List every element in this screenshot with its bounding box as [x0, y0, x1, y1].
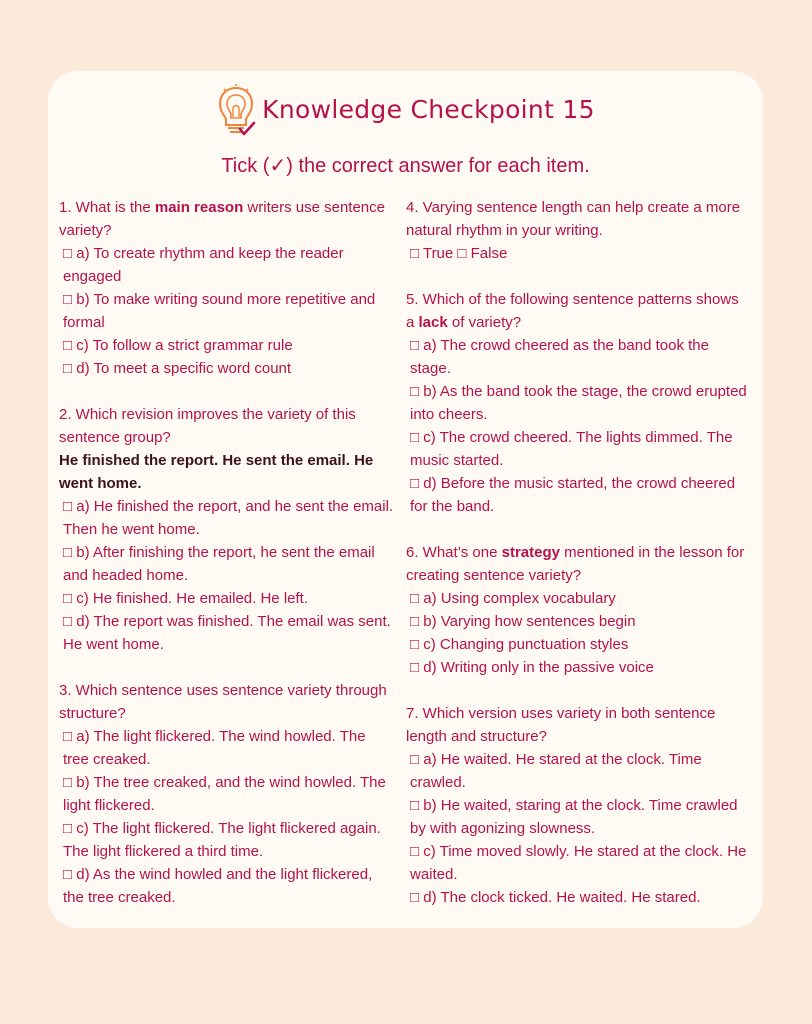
question-2-prompt: 2. Which revision improves the variety of this sentence group?	[59, 406, 356, 446]
answer-option[interactable]: □ c) Changing punctuation styles	[410, 636, 629, 653]
worksheet-card	[48, 71, 763, 928]
question-2	[59, 403, 394, 656]
answer-option[interactable]: □ b) As the band took the stage, the crowd erupted into cheers.	[410, 383, 747, 423]
question-5-prompt-text: 5. Which of the following sentence patterns shows a	[406, 291, 739, 331]
answer-option[interactable]: □ d) Before the music started, the crowd cheered for the band.	[410, 475, 736, 515]
question-6-prompt-text: 6. What’s one	[406, 544, 502, 561]
right-column	[406, 196, 751, 909]
question-1-keyword: main reason	[154, 199, 244, 216]
left-column	[59, 196, 394, 909]
question-5	[406, 288, 751, 518]
question-3	[59, 679, 394, 909]
answer-option[interactable]: □ c) To follow a strict grammar rule	[63, 337, 293, 354]
answer-option[interactable]: □ d) The clock ticked. He waited. He stared.	[410, 889, 701, 906]
answer-option[interactable]: □ c) Time moved slowly. He stared at the clock. He waited.	[410, 843, 747, 883]
instructions: Tick (✓) the correct answer for each item.	[221, 155, 590, 177]
answer-option[interactable]: □ a) The light flickered. The wind howled. The tree creaked.	[63, 728, 366, 768]
question-6-prompt	[406, 541, 751, 587]
answer-option[interactable]: □ a) The crowd cheered as the band took the stage.	[410, 337, 709, 377]
question-4-prompt: 4. Varying sentence length can help create a more natural rhythm in your writing.	[406, 199, 741, 239]
question-7-prompt: 7. Which version uses variety in both sentence length and structure?	[406, 705, 716, 745]
answer-option[interactable]: □ d) The report was finished. The email was sent. He went home.	[63, 613, 391, 653]
question-1-prompt	[59, 196, 394, 242]
answer-option[interactable]: □ b) To make writing sound more repetitive and formal	[63, 291, 376, 331]
question-1	[59, 196, 394, 380]
question-6	[406, 541, 751, 679]
page-title: Knowledge Checkpoint 15	[262, 94, 595, 124]
answer-option[interactable]: □ d) Writing only in the passive voice	[410, 659, 654, 676]
question-4	[406, 196, 751, 265]
answer-option[interactable]: □ c) The crowd cheered. The lights dimmed. The music started.	[410, 429, 733, 469]
answer-option[interactable]: □ b) The tree creaked, and the wind howled. The light flickered.	[63, 774, 386, 814]
lightbulb-check-icon	[216, 83, 256, 139]
answer-option[interactable]: □ a) Using complex vocabulary	[410, 590, 616, 607]
question-3-prompt: 3. Which sentence uses sentence variety through structure?	[59, 682, 387, 722]
question-6-keyword: strategy	[501, 544, 560, 561]
question-2-example: He finished the report. He sent the email. He went home.	[59, 452, 374, 492]
answer-option[interactable]: □ c) The light flickered. The light flickered again. The light flickered a third time.	[63, 820, 381, 860]
question-6-prompt-text-end: mentioned in the lesson for creating sentence variety?	[406, 544, 745, 584]
answer-option[interactable]: □ b) After finishing the report, he sent the email and headed home.	[63, 544, 375, 584]
answer-option[interactable]: □ True □ False	[410, 245, 508, 262]
question-1-prompt-text-end: writers use sentence variety?	[59, 199, 385, 239]
answer-option[interactable]: □ d) To meet a specific word count	[63, 360, 292, 377]
header	[48, 81, 763, 141]
answer-option[interactable]: □ a) To create rhythm and keep the reader engaged	[63, 245, 344, 285]
question-1-prompt-text: 1. What is the	[59, 199, 155, 216]
question-5-keyword: lack	[418, 314, 448, 331]
question-7	[406, 702, 751, 909]
answer-option[interactable]: □ a) He waited. He stared at the clock. Time crawled.	[410, 751, 702, 791]
answer-option[interactable]: □ c) He finished. He emailed. He left.	[63, 590, 308, 607]
answer-option[interactable]: □ d) As the wind howled and the light flickered, the tree creaked.	[63, 866, 373, 906]
answer-option[interactable]: □ b) Varying how sentences begin	[410, 613, 636, 630]
question-5-prompt-text-end: of variety?	[447, 314, 522, 331]
question-5-prompt	[406, 288, 751, 334]
answer-option[interactable]: □ a) He finished the report, and he sent the email. Then he went home.	[63, 498, 394, 538]
answer-option[interactable]: □ b) He waited, staring at the clock. Time crawled by with agonizing slowness.	[410, 797, 738, 837]
